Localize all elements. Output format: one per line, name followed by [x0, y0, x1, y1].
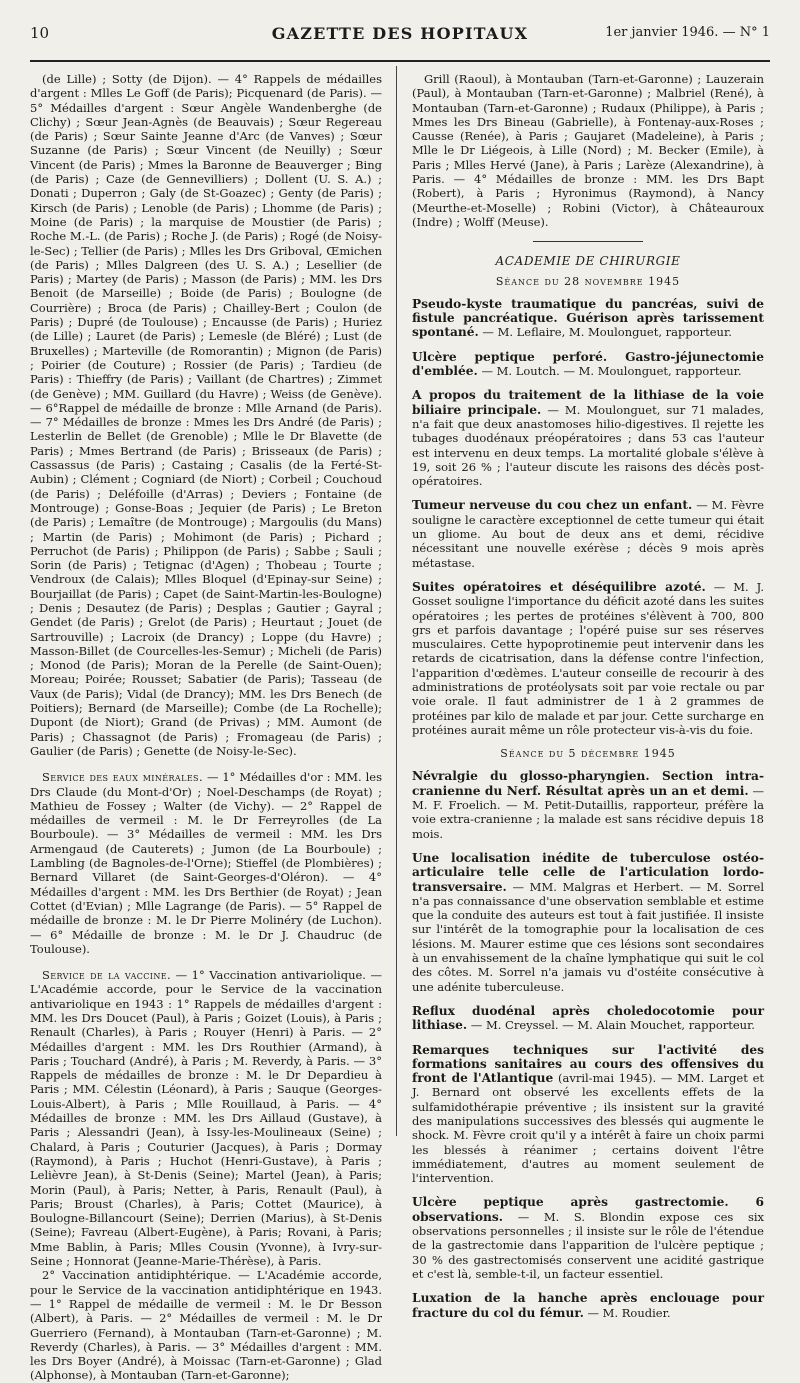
entry-title: Luxation de la hanche après enclouage pour fracture du col du fémur.	[412, 1291, 764, 1320]
entry-title: Suites opératoires et déséquilibre azoté.	[412, 579, 706, 594]
article-entry	[412, 1291, 764, 1320]
entry-paragraph	[412, 1291, 764, 1320]
paragraph-text: — 1° Médailles d'or : MM. les Drs Claude (du Mont-d'Or) ; Noel-Deschamps (de Royat) ; Mathieu de Fossey ; Walter (de Vichy). — 2° Rappel de médailles de vermeil : M. le Dr Ferreyrolles (de La Bourboule). — 3° Médailles de vermeil : MM. les Drs Armengaud (de Cauterets) ; Jumon (de La Bourboule) ; Lambling (de Bagnoles-de-l'Orne); Stieffel (de Plombières) ; Bernard Villaret (de Saint-Georges-d'Oléron). — 4° Médailles d'argent : MM. les Drs Berthier (de Royat) ; Jean Cottet (d'Evian) ; Mlle Lagrange (de Paris). — 5° Rappel de médaille de bronze : M. le Dr Pierre Molinéry (de Luchon). — 6° Médaille de bronze : M. le Dr J. Chaudruc (de Toulouse).	[30, 770, 382, 956]
seance-entries	[412, 769, 764, 1319]
entry-title: Ulcère peptique perforé. Gastro-jéjunectomie d'emblée.	[412, 349, 764, 379]
paragraph-antidiphtheric: 2° Vaccination antidiphtérique. — L'Académie accorde, pour le Service de la vaccination antidiphtérique en 1943. — 1° Rappel de médaille de vermeil : M. le Dr Besson (Albert), à Paris. — 2° Médailles de vermeil : M. le Dr Guerriero (Fernand), à Montauban (Tarn-et-Garonne) ; M. Reverdy (Charles), à Paris. — 3° Médailles d'argent : MM. les Drs Boyer (André), à Moissac (Tarn-et-Garonne) ; Glad (Alphonse), à Montauban (Tarn-et-Garonne);	[30, 1268, 382, 1383]
article-entry	[412, 1043, 764, 1186]
entry-title: Pseudo-kyste traumatique du pancréas, suivi de fistule pancréatique. Guérison après tarissement spontané.	[412, 296, 764, 340]
article-entry	[412, 388, 764, 488]
entry-paragraph	[412, 580, 764, 737]
issue-date: 1er janvier 1946. — N° 1	[605, 25, 770, 40]
entry-text: — M. J. Gosset souligne l'importance du déficit azoté dans les suites opératoires ; les pertes de protéines s'élèvent à 700, 800 grs et parfois davantage ; l'opéré puise sur ses réserves musculaires. Cette hypoprotinemie peut intervenir dans les retards de cicatrisation, dans la défense contre l'infection, l'apparition d'œdèmes. L'auteur conseille de recourir à des administrations de protéolysats soit par voie rectale ou par voie orale. Il faut administrer de 1 à 2 grammes de protéines par kilo de malade et par jour. Cette surcharge en protéines aurait même un rôle protecteur vis-à-vis du foie.	[412, 579, 765, 737]
entry-text: — M. Creyssel. — M. Alain Mouchet, rapporteur.	[470, 1018, 755, 1033]
seance-heading: Séance du 28 novembre 1945	[495, 274, 681, 288]
entry-paragraph	[412, 1004, 764, 1033]
entry-paragraph	[412, 350, 764, 379]
entry-text: — M. Roudier.	[587, 1305, 671, 1320]
entry-text: — MM. Malgras et Herbert. — M. Sorrel n'a pas connaissance d'une observation semblable et estime que la conduite des auteurs est tout à fait justifiée. Il insiste sur l'intérêt de la tomographie pour la localisation de ces lésions. M. Maurer estime que ces lésions sont secondaires à un envahissement de la chaîne lymphatique qui suit le col des côtes. M. Sorrel n'a jamais vu d'ostéite consécutive à une adénite tuberculeuse.	[412, 879, 764, 994]
entry-paragraph	[412, 1043, 764, 1186]
entry-text: — M. F. Froelich. — M. Petit-Dutaillis, rapporteur, préfère la voie extra-cranienne ; la malade est sans récidive depuis 18 mois.	[412, 783, 765, 841]
column-divider	[396, 66, 397, 1136]
entry-text: — M. Loutch. — M. Moulonguet, rapporteur.	[481, 364, 742, 379]
page-number: 10	[30, 24, 50, 42]
article-entry	[412, 297, 764, 340]
article-entry	[412, 769, 764, 840]
paragraph-continued: Grill (Raoul), à Montauban (Tarn-et-Garonne) ; Lauzerain (Paul), à Montauban (Tarn-et-Garonne) ; Malbriel (René), à Montauban (Tarn-et-Garonne) ; Rudaux (Philippe), à Paris ; Mmes les Drs Bineau (Gabrielle), à Fontenay-aux-Roses ; Causse (Renée), à Paris ; Gaujaret (Madeleine), à Paris ; Mlle le Dr Liégeois, à Lille (Nord) ; M. Becker (Emile), à Paris ; Mlles Hervé (Jane), à Paris ; Larèze (Alexandrine), à Paris. — 4° Médailles de bronze : MM. les Drs Bapt (Robert), à Paris ; Hyronimus (Raymond), à Nancy (Meurthe-et-Moselle) ; Robini (Victor), à Châteauroux (Indre) ; Wolff (Meuse).	[412, 72, 764, 229]
paragraph-text: — 1° Vaccination antivariolique. — L'Académie accorde, pour le Service de la vaccination antivariolique en 1943 : 1° Rappels de médailles d'argent : MM. les Drs Doucet (Paul), à Paris ; Goizet (Louis), à Paris ; Renault (Charles), à Paris ; Rouyer (Henri) à Paris. — 2° Médailles d'argent : MM. les Drs Routhier (Armand), à Paris ; Touchard (André), à Paris ; M. Reverdy, à Paris. — 3° Rappels de médailles de bronze : M. le Dr Depardieu à Paris ; MM. Célestin (Léonard), à Paris ; Sauque (Georges-Louis-Albert), à Paris ; Mlle Rouillaud, à Paris. — 4° Médailles de bronze : MM. les Drs Aillaud (Gustave), à Paris ; Alessandri (Jean), à Issy-les-Moulineaux (Seine) ; Chalard, à Paris ; Couturier (Jacques), à Paris ; Dormay (Raymond), à Paris ; Huchot (Henri-Gustave), à Paris ; Lelièvre Jean), à St-Denis (Seine); Martel (Jean), à Paris; Morin (Paul), à Paris; Netter, à Paris, Renault (Paul), à Paris; Broust (Charles), à Paris; Cottet (Maurice), à Boulogne-Billancourt (Seine); Derrien (Marius), à St-Denis (Seine); Favreau (Albert-Eugène), à Paris; Rovani, à Paris; Mme Bablin, à Paris; Mlles Cousin (Yvonne), à Ivry-sur-Seine ; Honnorat (Jeanne-Marie-Thérèse), à Paris.	[30, 968, 382, 1269]
entry-text: — M. Leflaire, M. Moulonguet, rapporteur.	[482, 325, 732, 340]
entry-text: (avril-mai 1945). — MM. Larget et J. Bernard ont observé les excellents effets de la sulfamidothérapie préventive ; ils insistent sur la gravité des manipulations successives des blessés qui augmente le shock. M. Fèvre croit qu'il y a intérêt à faire un choix parmi les blessés à réanimer ; certains doivent l'être immédiatement, d'autres au moment seulement de l'intervention.	[412, 1071, 765, 1186]
section-label: Service des eaux minérales.	[42, 770, 203, 785]
section-divider	[533, 241, 643, 242]
journal-title: GAZETTE DES HOPITAUX	[271, 24, 529, 43]
academy-title: ACADEMIE DE CHIRURGIE	[495, 254, 681, 269]
article-entry	[412, 1004, 764, 1033]
paragraph-vaccine	[30, 968, 382, 1268]
left-column	[30, 72, 382, 1383]
page-header	[30, 22, 770, 62]
article-entry	[412, 851, 764, 994]
paragraph-medals: (de Lille) ; Sotty (de Dijon). — 4° Rappels de médailles d'argent : Mlles Le Goff (de Paris); Picquenard (de Paris). — 5° Médailles d'argent : Sœur Angèle Wandenberghe (de Clichy) ; Sœur Jean-Agnès (de Beauvais) ; Sœur Regereau (de Paris) ; Sœur Sainte Jeanne d'Arc (de Vanves) ; Sœur Suzanne (de Paris) ; Sœur Vincent (de Neuilly) ; Sœur Vincent (de Paris) ; Mmes la Baronne de Beauverger ; Bing (de Paris) ; Caze (de Gennevilliers) ; Dollent (U. S. A.) ; Donati ; Duperron ; Galy (de St-Goazec) ; Genty (de Paris) ; Kirsch (de Paris) ; Lenoble (de Paris) ; Lhomme (de Paris) ; Moine (de Paris) ; la marquise de Moustier (de Paris) ; Roche M.-L. (de Paris) ; Roche J. (de Paris) ; Rogé (de Noisy-le-Sec) ; Tellier (de Paris) ; Mlles les Drs Griboval, Œmichen (de Paris) ; Mlles Dalgreen (des U. S. A.) ; Lesellier (de Paris) ; Martey (de Paris) ; Masson (de Paris) ; MM. les Drs Benoit (de Marseille) ; Boide (de Paris) ; Boulogne (de Courrière) ; Broca (de Paris) ; Chailley-Bert ; Coulon (de Paris) ; Dupré (de Toulouse) ; Encausse (de Paris) ; Huriez (de Lille) ; Lauret (de Paris) ; Lemesle (de Bléré) ; Lust (de Bruxelles) ; Marteville (de Romorantin) ; Mignon (de Paris) ; Poirier (de Couture) ; Rossier (de Paris) ; Tardieu (de Paris) : Thieffry (de Paris) ; Vaillant (de Chartres) ; Zimmet (de Genève) ; MM. Guillard (du Havre) ; Weiss (de Genève). — 6°Rappel de médaille de bronze : Mlle Arnand (de Paris). — 7° Médailles de bronze : Mmes les Drs André (de Paris) ; Lesterlin de Bellet (de Grenoble) ; Mlle le Dr Blavette (de Paris) ; Mmes Bertrand (de Paris) ; Brisseaux (de Paris) ; Cassassus (de Paris) ; Castaing ; Casalis (de la Ferté-St-Aubin) ; Clément ; Cogniard (de Niort) ; Corbeil ; Couchoud (de Paris) ; Deléfoille (d'Arras) ; Deviers ; Fontaine (de Montrouge) ; Gonse-Boas ; Jequier (de Paris) ; Le Breton (de Paris) ; Lemaître (de Montrouge) ; Margoulis (du Mans) ; Martin (de Paris) ; Mohimont (de Paris) ; Pichard ; Perruchot (de Paris) ; Philippon (de Paris) ; Sabbe ; Sauli ; Sorin (de Paris) ; Tetignac (d'Agen) ; Thobeau ; Tourte ; Vendroux (de Calais); Mlles Bloquel (d'Epinay-sur Seine) ; Bourjaillat (de Paris) ; Capet (de Saint-Martin-les-Boulogne) ; Denis ; Desautez (de Paris) ; Desplas ; Gautier ; Gayral ; Gendet (de Paris) ; Grelot (de Paris) ; Heurtaut ; Jouet (de Sartrouville) ; Lacroix (de Drancy) ; Loppe (du Havre) ; Masson-Billet (de Courcelles-les-Semur) ; Micheli (de Paris) ; Monod (de Paris); Moran de la Perelle (de Saint-Ouen); Moreau; Poirée; Rousset; Sabatier (de Paris); Tasseau (de Vaux (de Paris); Vidal (de Drancy); MM. les Drs Benech (de Poitiers); Bernard (de Marseille); Combe (de La Rochelle); Dupont (de Niort); Grand (de Privas) ; MM. Aumont (de Paris) ; Chassagnot (de Paris) ; Fromageau (de Paris) ; Gaulier (de Paris) ; Genette (de Noisy-le-Sec).	[30, 72, 383, 758]
entry-paragraph	[412, 851, 764, 994]
entry-paragraph	[412, 388, 764, 488]
entry-title: Remarques techniques sur l'activité des formations sanitaires au cours des offensives du front de l'Atlantique	[412, 1042, 764, 1086]
entry-text: — M. Fèvre souligne le caractère exceptionnel de cette tumeur qui était un gliome. Au bout de deux ans et demi, récidive nécessitant une nouvelle exérèse ; décès 9 mois après métastase.	[412, 498, 764, 570]
paragraph-mineral-waters	[30, 770, 382, 956]
entry-text: — M. S. Blondin expose ces six observations personnelles ; il insiste sur le rôle de l'étendue de la gastrectomie dans l'apparition de l'ulcère peptique ; 30 % des gastrectomisés conservent une acidité gastrique et c'est là, semble-t-il, un facteur essentiel.	[412, 1209, 765, 1281]
article-entry	[412, 580, 764, 737]
entry-title: Névralgie du glosso-pharyngien. Section intra-cranienne du Nerf. Résultat après un an et demi.	[412, 769, 764, 798]
entry-title: Reflux duodénal après choledocotomie pour lithiase.	[412, 1003, 764, 1033]
entry-title: Ulcère peptique après gastrectomie. 6 observations.	[412, 1195, 764, 1224]
entry-paragraph	[412, 297, 764, 340]
entry-title: Tumeur nerveuse du cou chez un enfant.	[412, 498, 693, 513]
section-label: Service de la vaccine.	[42, 968, 172, 983]
entry-paragraph	[412, 1195, 764, 1281]
seance-heading: Séance du 5 décembre 1945	[500, 747, 676, 761]
header-rule	[30, 60, 770, 62]
article-entry	[412, 1195, 764, 1281]
entry-title: A propos du traitement de la lithiase de la voie biliaire principale.	[412, 388, 764, 417]
seance-entries	[412, 297, 764, 737]
article-entry	[412, 498, 764, 569]
entry-text: — M. Moulonguet, sur 71 malades, n'a fait que deux anastomoses hilio-digestives. Il rejette les tubages duodénaux préopératoires ; dans 53 cas l'auteur est intervenu en deux temps. La mortalité globale s'élève à 19, soit 26 % ; l'auteur discute les raisons des décès post-opératoires.	[412, 402, 764, 489]
entry-paragraph	[412, 498, 764, 569]
entry-title: Une localisation inédite de tuberculose ostéo-articulaire telle celle de l'articulation lordo-transversaire.	[412, 850, 764, 894]
right-column	[412, 72, 764, 1330]
article-entry	[412, 350, 764, 379]
entry-paragraph	[412, 769, 764, 840]
